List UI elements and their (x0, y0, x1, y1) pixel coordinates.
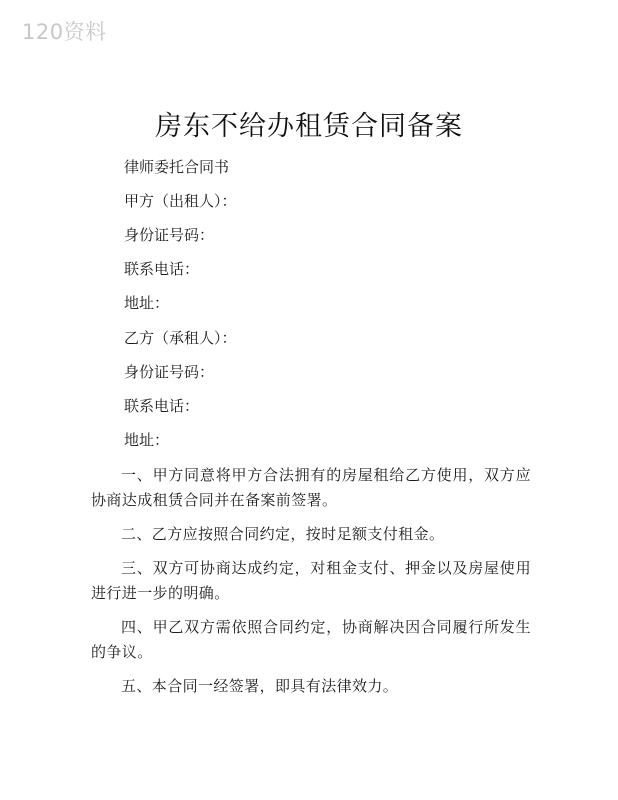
header-line: 律师委托合同书 (124, 158, 230, 176)
header-line: 联系电话： (124, 397, 200, 415)
header-line: 地址： (124, 431, 170, 449)
header-line: 身份证号码： (124, 226, 215, 244)
clause-paragraph: 三、双方可协商达成约定，对租金支付、押金以及房屋使用进行进一步的明确。 (91, 559, 531, 602)
document-title: 房东不给办租赁合同备案 (155, 111, 463, 142)
header-line: 联系电话： (124, 260, 200, 278)
header-line: 地址： (124, 294, 170, 312)
header-line: 甲方（出租人）： (124, 192, 237, 210)
header-line: 乙方（承租人）： (124, 329, 237, 347)
clause-paragraph: 五、本合同一经签署，即具有法律效力。 (121, 677, 399, 695)
watermark-logo: 120资料 (22, 20, 107, 44)
clause-paragraph: 二、乙方应按照合同约定，按时足额支付租金。 (121, 525, 445, 543)
clause-paragraph: 四、甲乙双方需依照合同约定，协商解决因合同履行所发生的争议。 (91, 618, 531, 661)
header-line: 身份证号码： (124, 363, 215, 381)
clause-paragraph: 一、甲方同意将甲方合法拥有的房屋租给乙方使用，双方应协商达成租赁合同并在备案前签署。 (91, 466, 531, 509)
